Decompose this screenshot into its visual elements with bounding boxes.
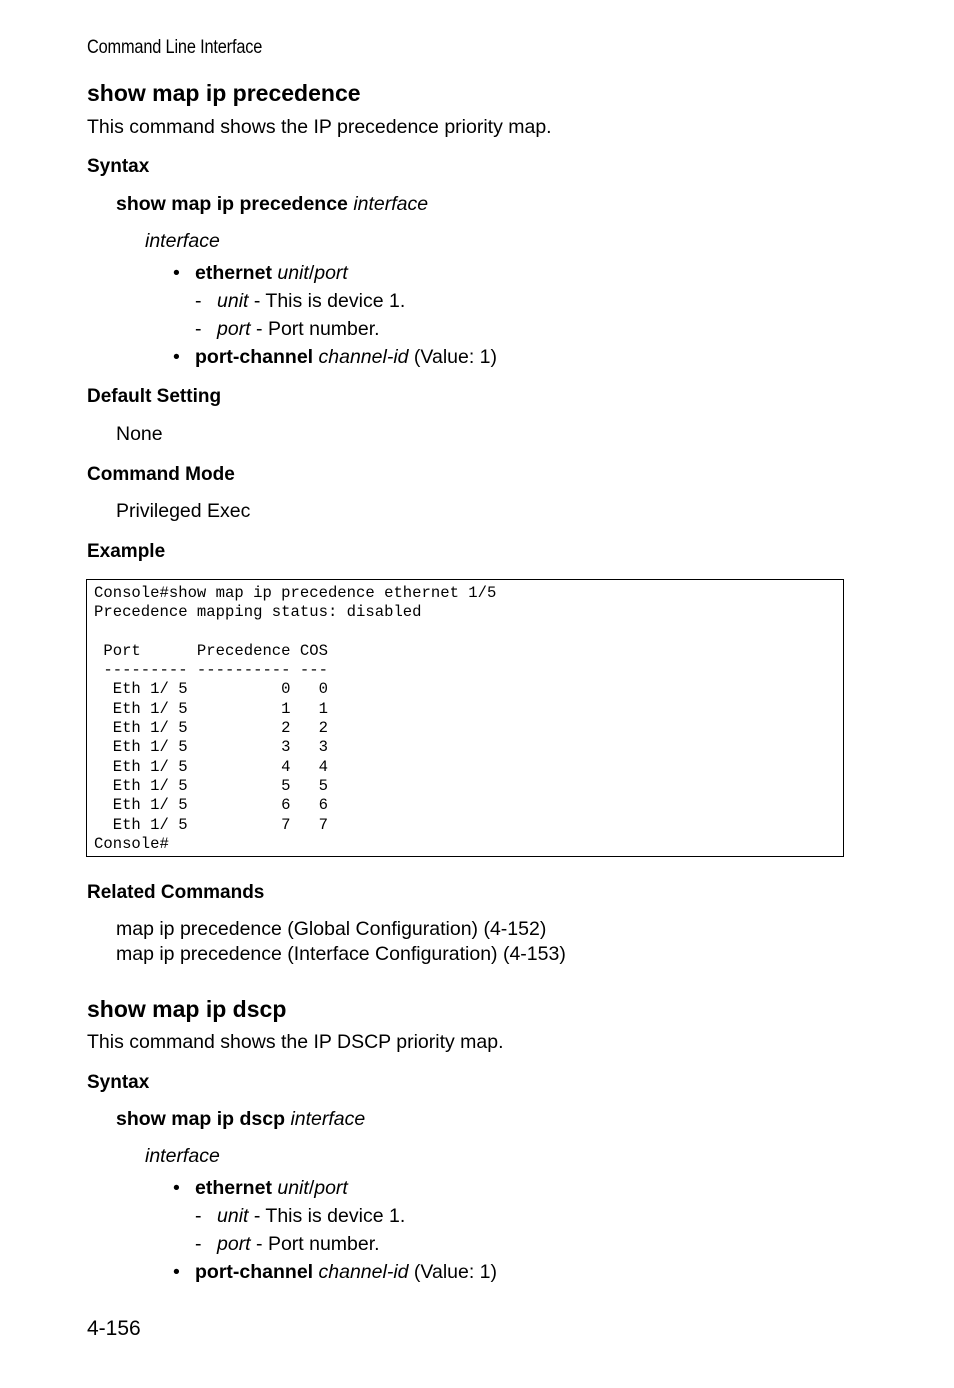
bullet-ethernet [173, 1177, 348, 1200]
related-commands-heading: Related Commands [87, 882, 265, 903]
bullet-text: (Value: 1) [408, 1261, 498, 1283]
code-line: Console# [94, 834, 169, 853]
section-description: This command shows the IP precedence priority map. [87, 116, 552, 138]
sub-text: - Port number. [250, 318, 380, 340]
syntax-line [116, 193, 428, 216]
code-line: Eth 1/ 5 7 7 [94, 815, 328, 834]
bullet-port: port [314, 1177, 348, 1199]
code-line: Eth 1/ 5 2 2 [94, 719, 328, 738]
syntax-heading: Syntax [87, 1072, 150, 1093]
example-heading: Example [87, 541, 166, 562]
bullet-separator: / [308, 262, 315, 284]
dash-symbol: - [195, 318, 202, 340]
code-line: Precedence mapping status: disabled [94, 603, 422, 622]
code-line: Eth 1/ 5 3 3 [94, 738, 328, 757]
param-name: interface [145, 1145, 220, 1167]
bullet-text: (Value: 1) [408, 346, 498, 368]
code-line: --------- ---------- --- [94, 661, 328, 680]
section-description: This command shows the IP DSCP priority map. [87, 1031, 504, 1053]
sub-term: port [217, 318, 251, 340]
syntax-line [116, 1108, 365, 1131]
bullet-keyword: ethernet [195, 1177, 272, 1199]
bullet-symbol: • [173, 1177, 180, 1199]
syntax-command: show map ip precedence [116, 193, 348, 215]
code-line: Console#show map ip precedence ethernet 1/5 [94, 584, 497, 602]
command-mode-heading: Command Mode [87, 464, 235, 485]
sub-item-unit [195, 290, 405, 313]
syntax-command: show map ip dscp [116, 1108, 286, 1130]
code-line: Eth 1/ 5 0 0 [94, 680, 328, 699]
dash-symbol: - [195, 290, 202, 312]
bullet-param: channel-id [318, 346, 409, 368]
bullet-param: channel-id [318, 1261, 409, 1283]
bullet-keyword: ethernet [195, 262, 272, 284]
code-line: Port Precedence COS [94, 641, 328, 660]
sub-text: - This is device 1. [248, 290, 406, 312]
bullet-keyword: port-channel [195, 346, 314, 368]
sub-term: unit [217, 290, 249, 312]
code-line: Eth 1/ 5 6 6 [94, 796, 328, 815]
page-number: 4-156 [87, 1317, 141, 1340]
sub-item-port [195, 1233, 380, 1256]
example-code-box [86, 579, 844, 857]
bullet-keyword: port-channel [195, 1261, 314, 1283]
bullet-port-channel [173, 346, 497, 369]
code-line: Eth 1/ 5 5 5 [94, 776, 328, 795]
section-title-show-map-ip-dscp: show map ip dscp [87, 996, 287, 1022]
sub-item-port [195, 318, 380, 341]
param-name: interface [145, 230, 220, 252]
dash-symbol: - [195, 1205, 202, 1227]
bullet-symbol: • [173, 346, 180, 368]
sub-term: port [217, 1233, 251, 1255]
sub-term: unit [217, 1205, 249, 1227]
syntax-param: interface [290, 1108, 366, 1130]
sub-item-unit [195, 1205, 405, 1228]
example-code [87, 580, 843, 854]
sub-text: - This is device 1. [248, 1205, 406, 1227]
dash-symbol: - [195, 1233, 202, 1255]
running-head: Command Line Interface [87, 37, 263, 58]
command-mode-value: Privileged Exec [116, 500, 251, 522]
bullet-unit: unit [277, 262, 309, 284]
bullet-symbol: • [173, 262, 180, 284]
code-line: Eth 1/ 5 1 1 [94, 699, 328, 718]
syntax-param: interface [353, 193, 429, 215]
default-setting-value: None [116, 423, 163, 445]
bullet-port-channel [173, 1261, 497, 1284]
default-setting-heading: Default Setting [87, 386, 222, 407]
related-command-global: map ip precedence (Global Configuration) (4-152) [116, 918, 547, 940]
syntax-heading: Syntax [87, 156, 150, 177]
bullet-port: port [314, 262, 348, 284]
bullet-symbol: • [173, 1261, 180, 1283]
bullet-separator: / [308, 1177, 315, 1199]
bullet-ethernet [173, 262, 348, 285]
related-command-interface: map ip precedence (Interface Configuration) (4-153) [116, 943, 566, 965]
code-line: Eth 1/ 5 4 4 [94, 757, 328, 776]
section-title-show-map-ip-precedence: show map ip precedence [87, 80, 361, 106]
sub-text: - Port number. [250, 1233, 380, 1255]
bullet-unit: unit [277, 1177, 309, 1199]
